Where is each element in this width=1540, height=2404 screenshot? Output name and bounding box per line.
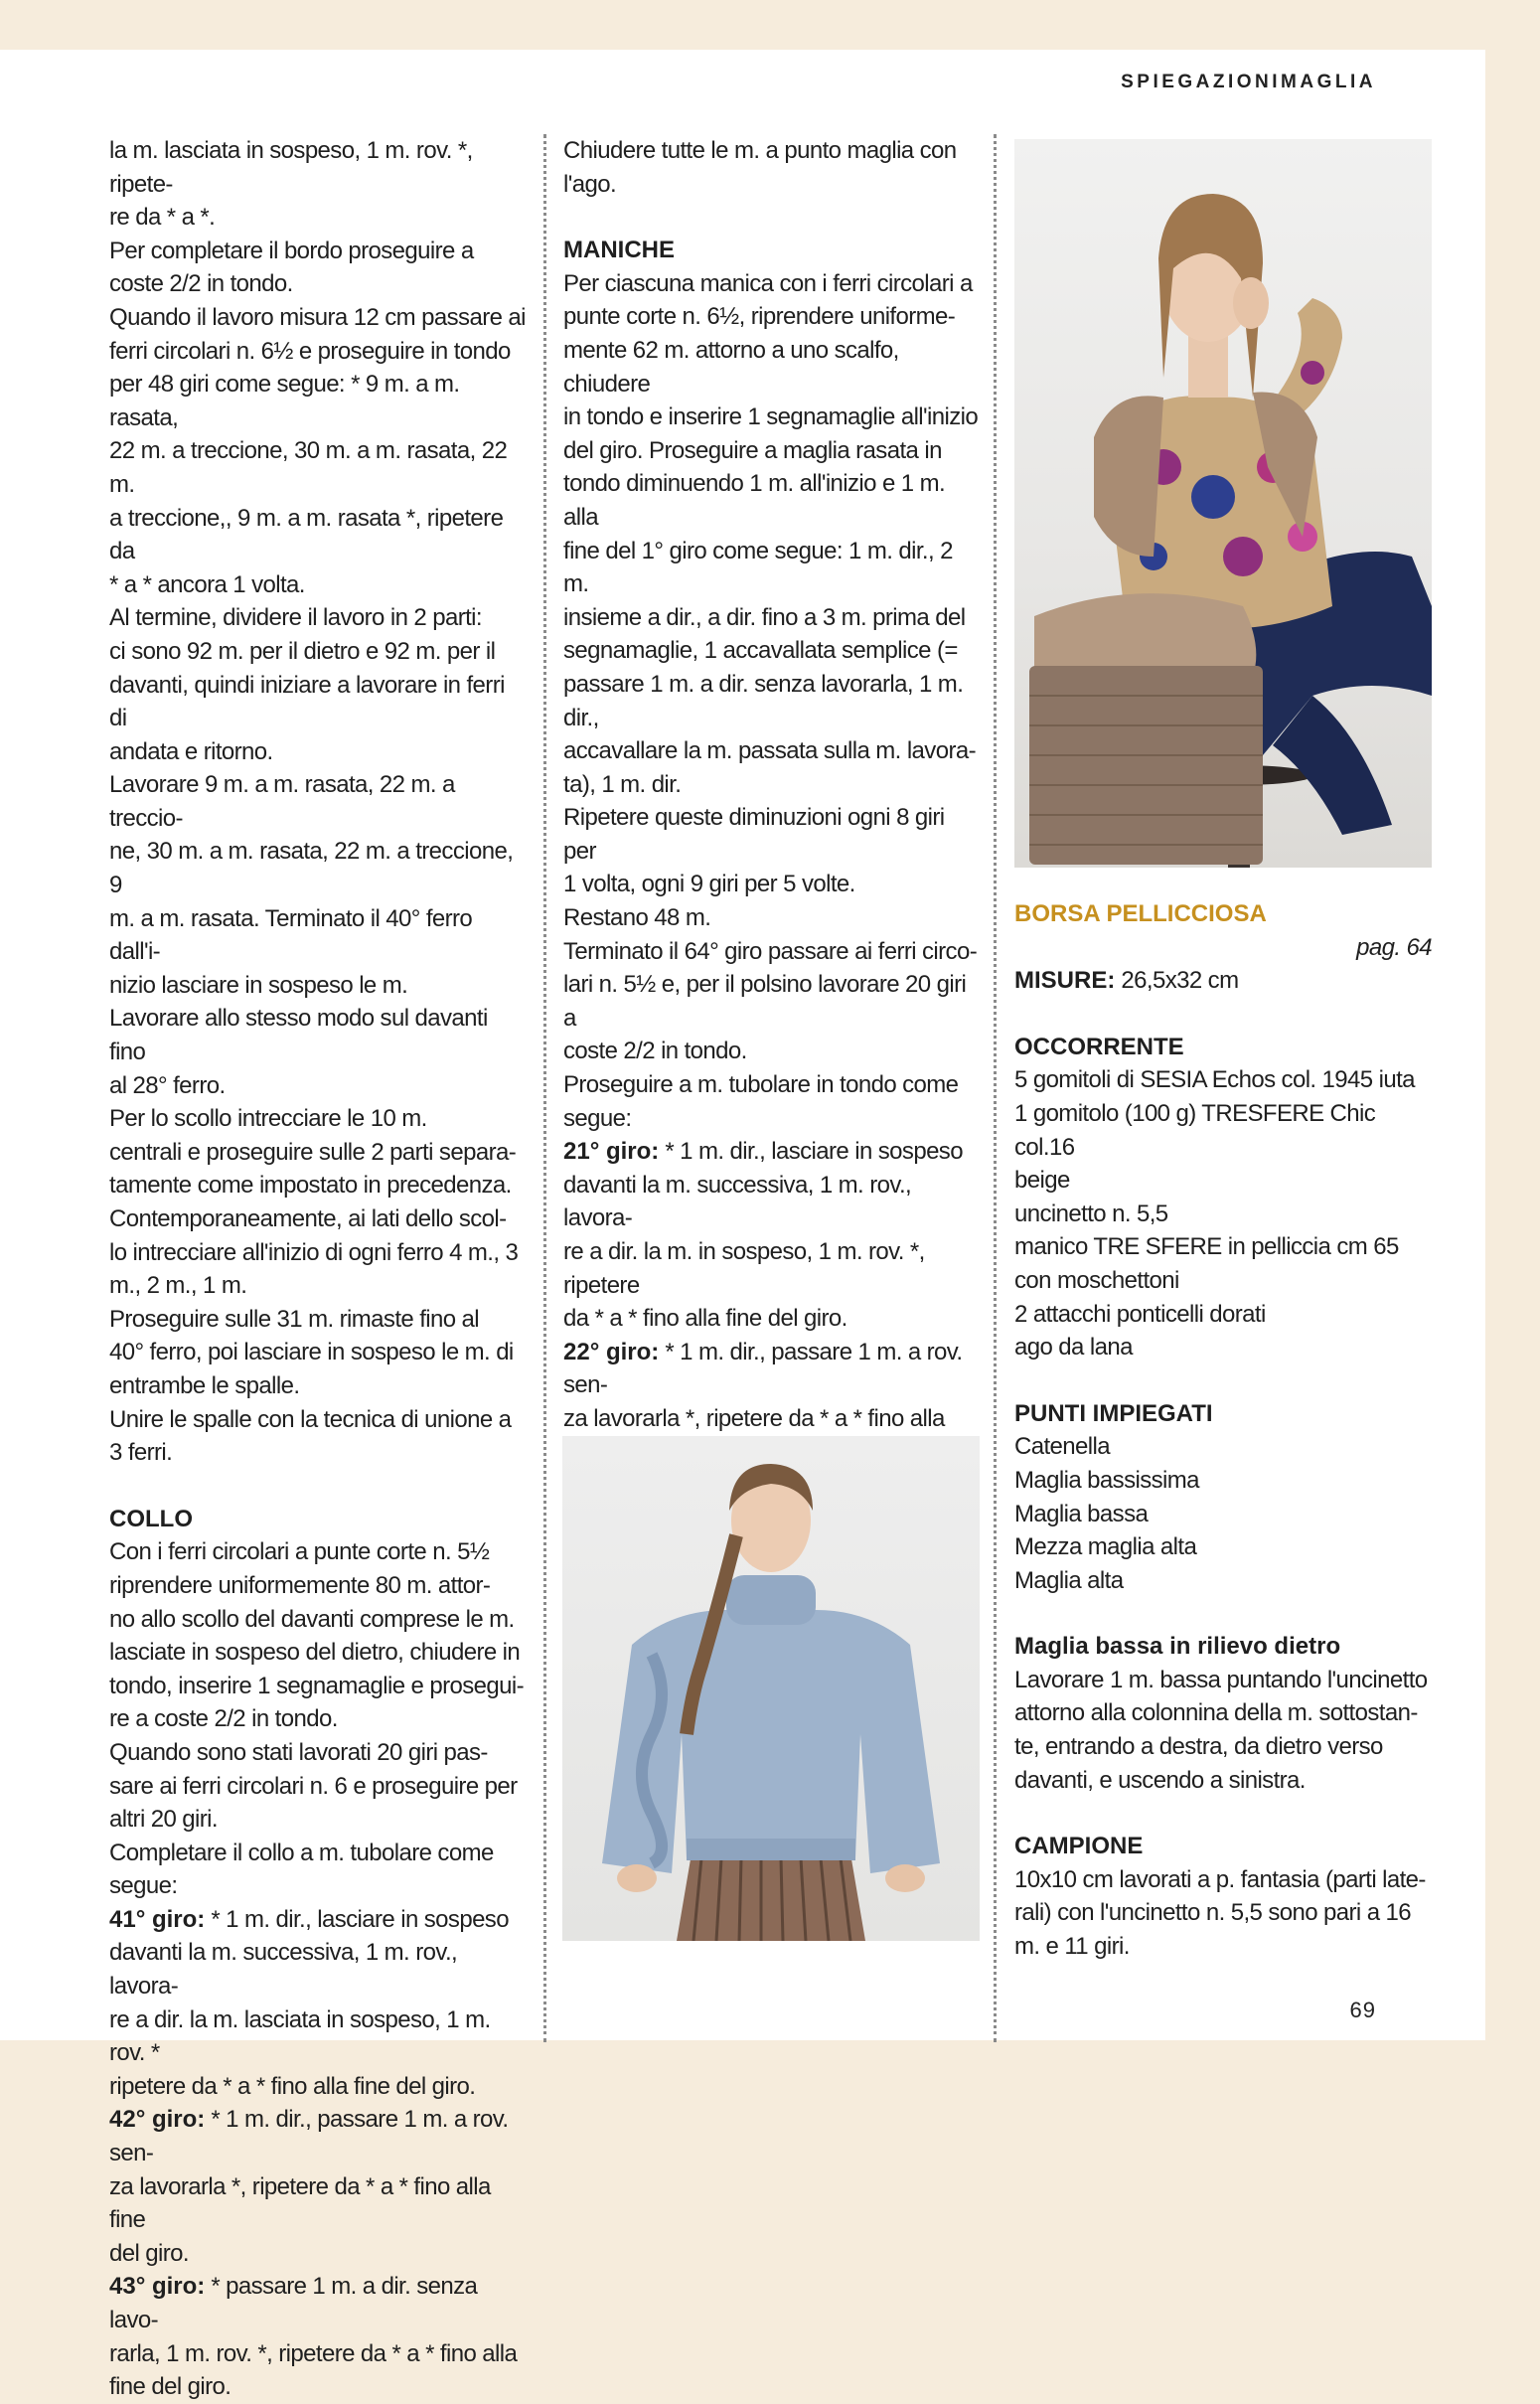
text-line: 43° giro: * passare 1 m. a dir. senza lavo- [109,2273,478,2333]
text-line: ci sono 92 m. per il dietro e 92 m. per il [109,637,496,665]
text-line: davanti, e uscendo a sinistra. [1014,1766,1306,1794]
round-label: 22° giro: [563,1338,660,1365]
misure-label: MISURE: [1014,967,1116,995]
text-line: Per completare il bordo proseguire a [109,237,474,264]
text-line: coste 2/2 in tondo. [109,270,293,298]
text-line: tondo, inserire 1 segnamaglie e prosegui- [109,1672,524,1699]
text-line: fine del 1° giro come segue: 1 m. dir., 2 m. [563,537,953,598]
text-line: 22 m. a treccione, 30 m. a m. rasata, 22 m. [109,437,508,498]
text-line: Maglia alta [1014,1566,1124,1594]
text-line: Chiudere tutte le m. a punto maglia con [563,137,957,164]
text-line: nizio lasciare in sospeso le m. [109,971,408,999]
column-left [109,134,527,2404]
text-line: Proseguire sulle 31 m. rimaste fino al [109,1305,480,1333]
text-line: ago da lana [1014,1334,1133,1362]
text-line: riprendere uniformemente 80 m. attor- [109,1571,491,1599]
text-line: tamente come impostato in precedenza. [109,1172,512,1200]
column-separator [994,134,997,2042]
text-line: lasciate in sospeso del dietro, chiudere in [109,1639,521,1667]
text-line: te, entrando a destra, da dietro verso [1014,1733,1383,1761]
text-line: za lavorarla *, ripetere da * a * fino alla fine [109,2172,491,2234]
text-line: Maglia bassa [1014,1500,1149,1527]
text-line: Terminato il 64° giro passare ai ferri circo- [563,937,978,965]
text-line: accavallare la m. passata sulla m. lavora- [563,737,976,765]
text-line: tondo diminuendo 1 m. all'inizio e 1 m. alla [563,470,946,531]
text-line: 1 volta, ogni 9 giri per 5 volte. [563,871,855,898]
text-line: a treccione,, 9 m. a m. rasata *, ripetere da [109,504,504,565]
text-line: 40° ferro, poi lasciare in sospeso le m. di [109,1339,514,1366]
text-line: ferri circolari n. 6½ e proseguire in tondo [109,337,511,365]
magazine-page [0,50,1485,2401]
text-line: davanti la m. successiva, 1 m. rov., lavora- [563,1171,912,1232]
text-line: m. e 11 giri. [1014,1933,1130,1961]
text-line: 5 gomitoli di SESIA Echos col. 1945 iuta [1014,1066,1415,1094]
text-line: Ripetere queste diminuzioni ogni 8 giri per [563,804,945,865]
page-number: 69 [1349,1998,1376,2022]
text-line: Al termine, dividere il lavoro in 2 parti: [109,604,482,632]
text-line: MISURE: 26,5x32 cm [1014,967,1239,995]
text-line: re a coste 2/2 in tondo. [109,1705,338,1733]
text-line: 42° giro: * 1 m. dir., passare 1 m. a rov. sen- [109,2106,509,2167]
round-label: 43° giro: [109,2273,206,2301]
section-heading-punti: PUNTI IMPIEGATI [1014,1399,1213,1427]
photo-model-sweater [562,1436,980,1941]
text-line: altri 20 giri. [109,1806,218,1834]
text-line: m. a m. rasata. Terminato il 40° ferro dall'i- [109,904,473,966]
text-line: Maglia bassissima [1014,1466,1199,1494]
text-line: 21° giro: * 1 m. dir., lasciare in sospeso [563,1138,963,1166]
text-line: attorno alla colonnina della m. sottostan- [1014,1699,1418,1727]
page-reference: pag. 64 [1356,933,1432,961]
text-line: del giro. [109,2239,189,2267]
text-line: fine del giro. [109,2373,231,2401]
text-line: segnamaglie, 1 accavallata semplice (= [563,637,958,665]
section-heading-occorrente: OCCORRENTE [1014,1033,1184,1060]
text-line: Unire le spalle con la tecnica di unione a [109,1405,512,1433]
text-line: in tondo e inserire 1 segnamaglie all'inizio [563,403,979,431]
text-line: re a dir. la m. in sospeso, 1 m. rov. *, ripetere [563,1238,925,1299]
text-line: 2 attacchi ponticelli dorati [1014,1300,1266,1328]
text-line: Contemporaneamente, ai lati dello scol- [109,1205,507,1232]
text-line: davanti la m. successiva, 1 m. rov., lavora- [109,1939,458,2001]
text-line: Mezza maglia alta [1014,1533,1197,1561]
text-line: 41° giro: * 1 m. dir., lasciare in sospeso [109,1905,509,1933]
text-line: 10x10 cm lavorati a p. fantasia (parti late- [1014,1865,1426,1893]
text-line: Quando sono stati lavorati 20 giri pas- [109,1738,488,1766]
text-line: beige [1014,1167,1070,1195]
text-line: Con i ferri circolari a punte corte n. 5½ [109,1538,490,1566]
text-line: del giro. Proseguire a maglia rasata in [563,436,942,464]
text-line: no allo scollo del davanti comprese le m. [109,1605,515,1633]
text-line: segue: [563,1104,632,1132]
text-line: da * a * fino alla fine del giro. [563,1305,847,1333]
section-heading-maglia-bassa: Maglia bassa in rilievo dietro [1014,1633,1341,1661]
text-line: ripetere da * a * fino alla fine del giro. [109,2072,476,2100]
column-separator [543,134,546,2042]
text-line: centrali e proseguire sulle 2 parti separa- [109,1138,517,1166]
text-line: * a * ancora 1 volta. [109,570,305,598]
text-line: manico TRE SFERE in pelliccia cm 65 [1014,1233,1399,1261]
text-line: 3 ferri. [109,1439,173,1467]
text-line: coste 2/2 in tondo. [563,1038,747,1065]
text-line: Quando il lavoro misura 12 cm passare ai [109,303,526,331]
text-line: Catenella [1014,1433,1111,1461]
text-line: con moschettoni [1014,1266,1179,1294]
text-line: ne, 30 m. a m. rasata, 22 m. a treccione, 9 [109,838,514,899]
section-heading-collo: COLLO [109,1505,193,1532]
round-label: 42° giro: [109,2106,206,2134]
text-line: entrambe le spalle. [109,1371,300,1399]
section-heading-campione: CAMPIONE [1014,1833,1144,1860]
text-line: insieme a dir., a dir. fino a 3 m. prima del [563,603,966,631]
text-line: segue: [109,1872,178,1900]
text-line: uncinetto n. 5,5 [1014,1200,1168,1227]
text-line: Per ciascuna manica con i ferri circolari a [563,269,973,297]
text-line: ta), 1 m. dir. [563,770,682,798]
text-line: Proseguire a m. tubolare in tondo come [563,1071,959,1099]
text-line: Completare il collo a m. tubolare come [109,1839,494,1866]
pattern-title: BORSA PELLICCIOSA [1014,900,1267,927]
text-line: m., 2 m., 1 m. [109,1272,247,1300]
text-line: Lavorare allo stesso modo sul davanti fino [109,1005,488,1066]
text-line: Lavorare 9 m. a m. rasata, 22 m. a treccio- [109,771,455,832]
text-line: punte corte n. 6½, riprendere uniforme- [563,303,956,331]
text-line: al 28° ferro. [109,1071,226,1099]
round-label: 41° giro: [109,1905,206,1933]
text-line: Restano 48 m. [563,904,711,932]
text-line: passare 1 m. a dir. senza lavorarla, 1 m. dir., [563,670,964,731]
text-line: za lavorarla *, ripetere da * a * fino alla [563,1404,945,1432]
column-right [1014,897,1432,1964]
text-line: davanti, quindi iniziare a lavorare in ferri di [109,671,505,732]
text-line: per 48 giri come segue: * 9 m. a m. rasata, [109,371,460,431]
text-line: re a dir. la m. lasciata in sospeso, 1 m. rov. * [109,2005,491,2067]
section-heading-maniche: MANICHE [563,237,675,264]
text-line: Lavorare 1 m. bassa puntando l'uncinetto [1014,1666,1428,1693]
text-line: Per lo scollo intrecciare le 10 m. [109,1105,427,1133]
text-line: la m. lasciata in sospeso, 1 m. rov. *, ripete- [109,137,473,198]
text-line: lari n. 5½ e, per il polsino lavorare 20 giri a [563,971,967,1032]
text-line: l'ago. [563,170,617,198]
text-line: mente 62 m. attorno a uno scalfo, chiudere [563,336,899,398]
text-line: lo intrecciare all'inizio di ogni ferro 4 m., 3 [109,1238,519,1266]
text-line: 1 gomitolo (100 g) TRESFERE Chic col.16 [1014,1099,1376,1161]
text-line: andata e ritorno. [109,737,273,765]
running-head: SPIEGAZIONIMAGLIA [1121,72,1376,92]
text-line: sare ai ferri circolari n. 6 e proseguire per [109,1772,518,1800]
text-line: re da * a *. [109,204,216,232]
text-line: rarla, 1 m. rov. *, ripetere da * a * fino alla [109,2339,518,2367]
text-line: rali) con l'uncinetto n. 5,5 sono pari a 16 [1014,1899,1412,1927]
round-label: 21° giro: [563,1138,660,1166]
text-line: 22° giro: * 1 m. dir., passare 1 m. a rov. sen- [563,1338,963,1399]
photo-model-with-bag [1014,139,1432,868]
